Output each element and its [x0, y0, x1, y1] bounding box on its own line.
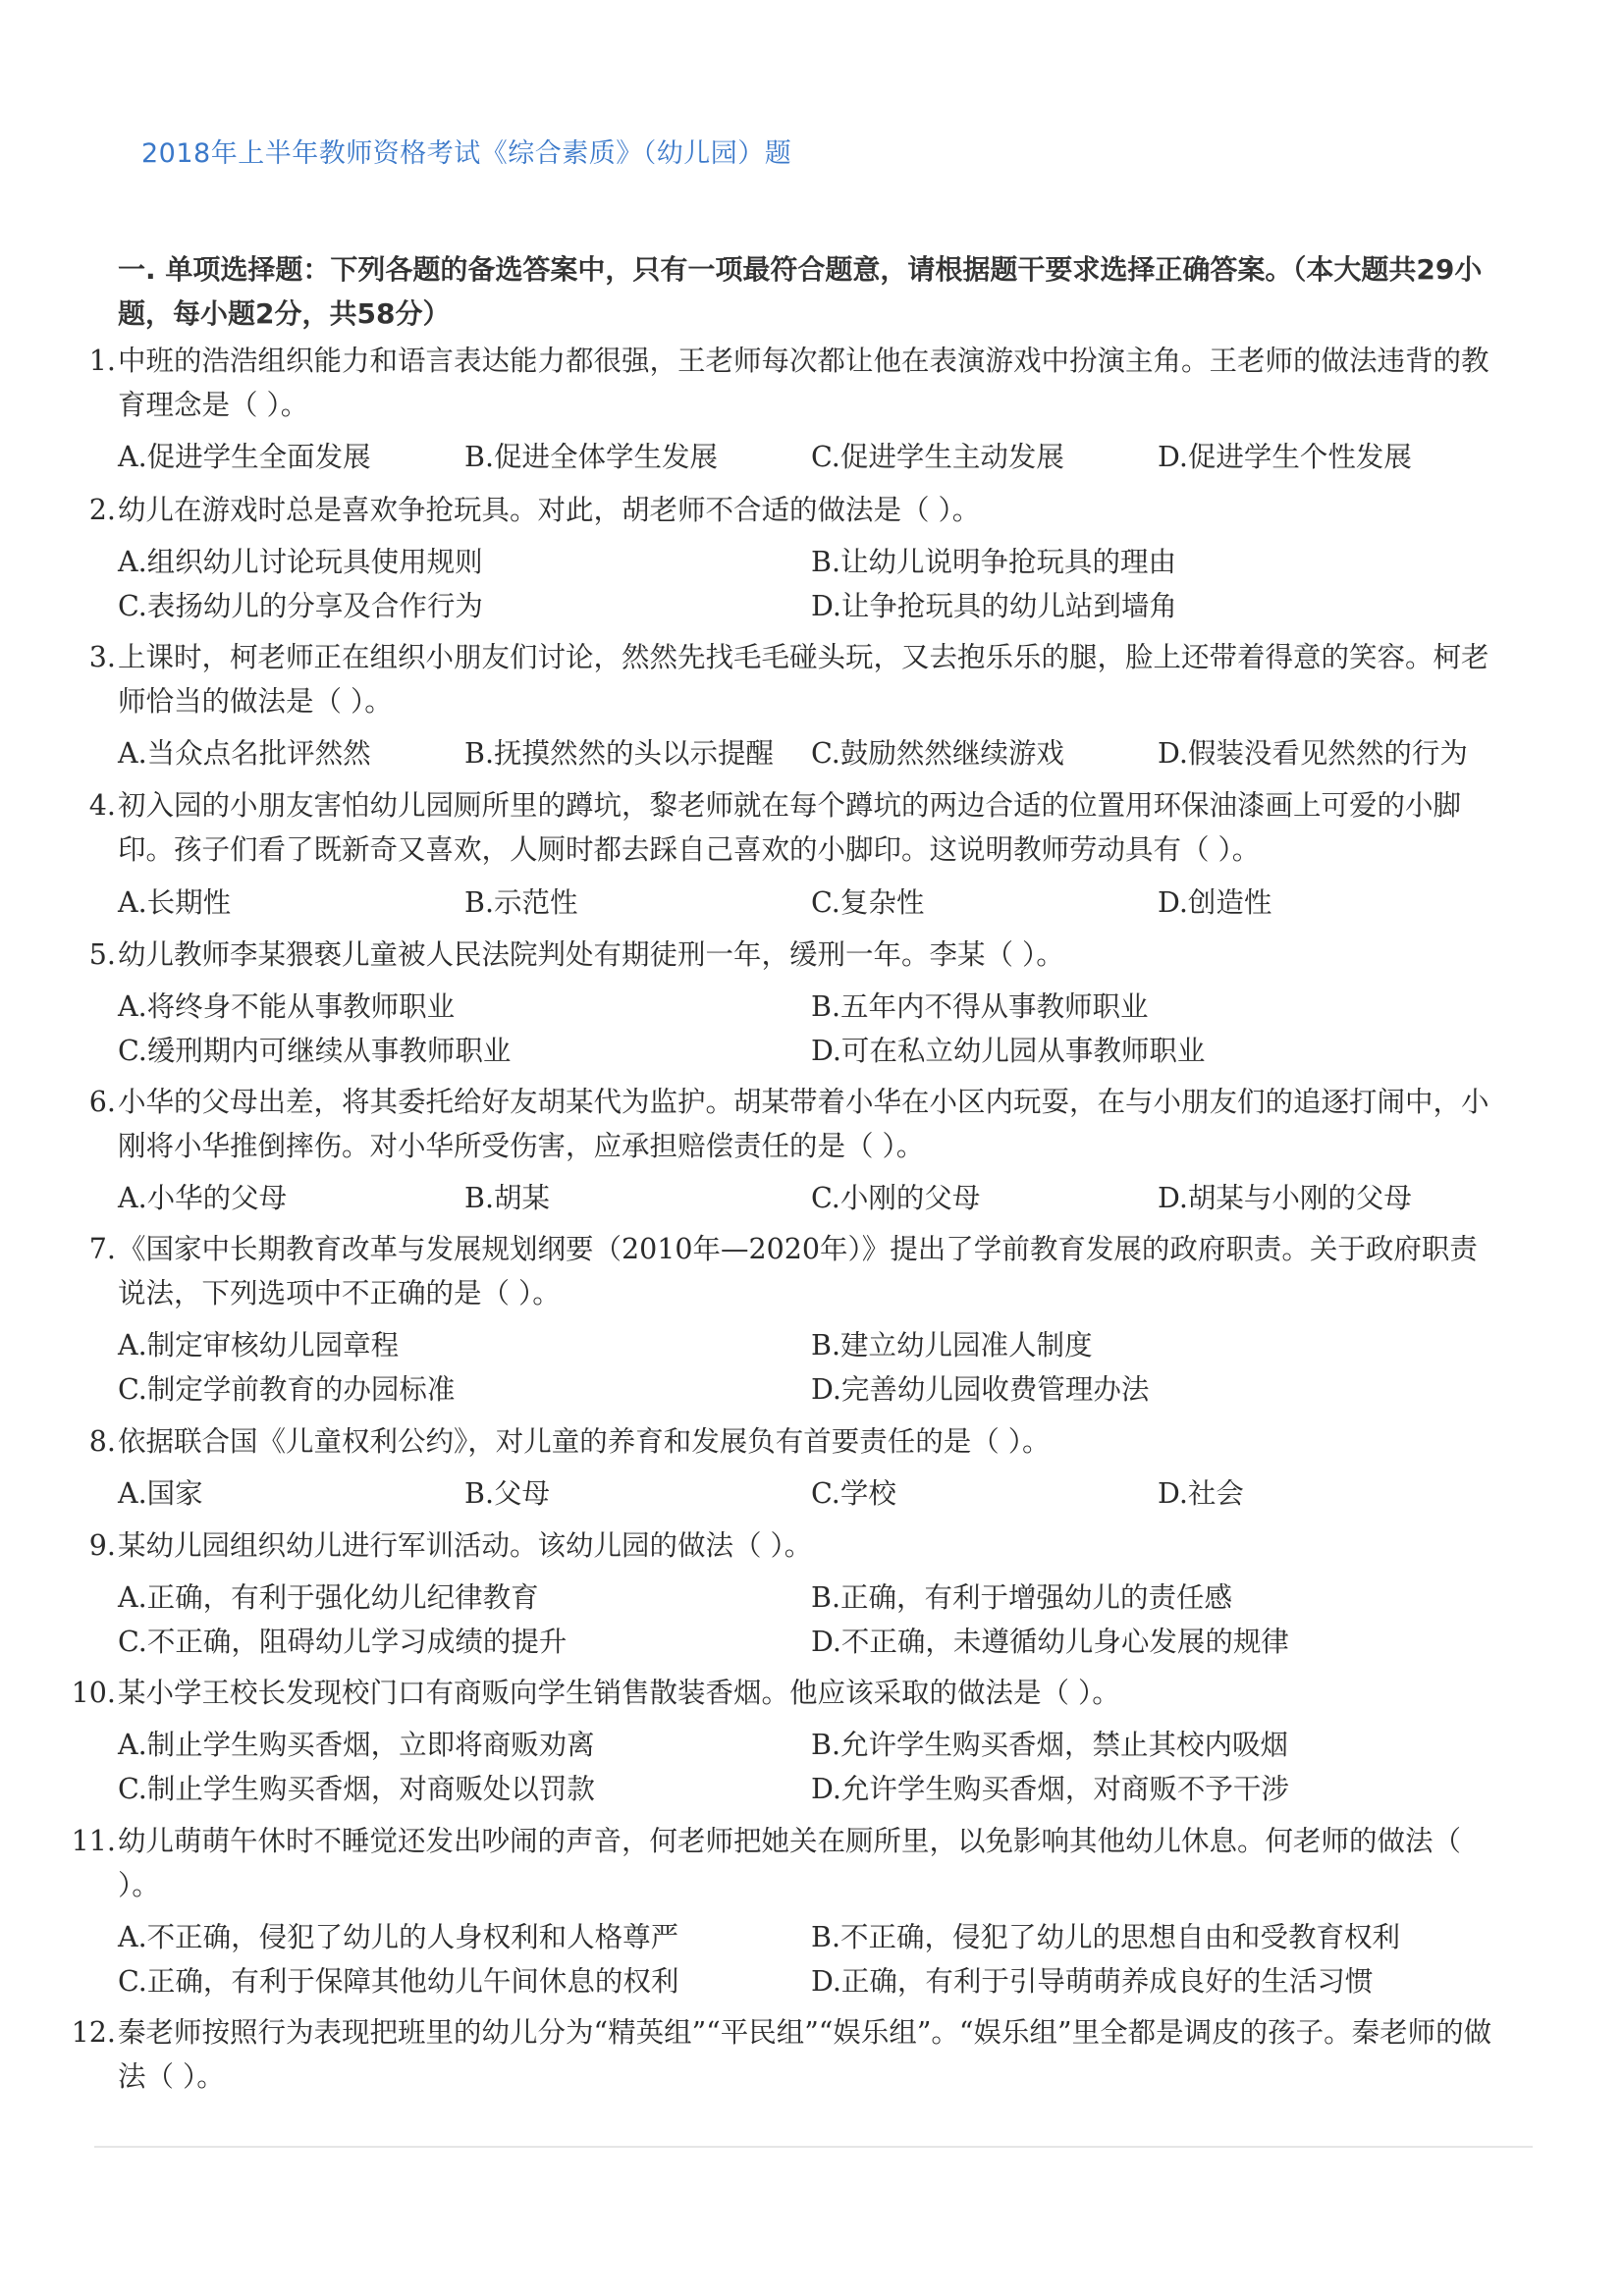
question-8 — [88, 1419, 1502, 1464]
option-a: A.小华的父母 — [118, 1182, 288, 1214]
question-stem: 上课时，柯老师正在组织小朋友们讨论，然然先找毛毛碰头玩，又去抱乐乐的腿，脸上还带着得意的笑容。柯老师恰当的做法是（ ）。 — [118, 641, 1489, 718]
option-d: D.假装没看见然然的行为 — [1158, 737, 1468, 770]
option-b: B.让幼儿说明争抢玩具的理由 — [811, 546, 1177, 578]
question-number: 5. — [88, 938, 116, 971]
question-4 — [88, 783, 1502, 872]
section-heading: 一. 单项选择题：下列各题的备选答案中，只有一项最符合题意，请根据题干要求选择正确答案。（本大题共29小题，每小题2分，共58分） — [118, 253, 1483, 330]
question-stem: 中班的浩浩组织能力和语言表达能力都很强，王老师每次都让他在表演游戏中扮演主角。王老师的做法违背的教育理念是（ ）。 — [118, 345, 1489, 421]
option-a: A.国家 — [118, 1477, 203, 1510]
question-number: 4. — [88, 789, 116, 822]
question-number: 3. — [88, 641, 116, 673]
option-d: D.正确，有利于引导萌萌养成良好的生活习惯 — [811, 1965, 1374, 1998]
option-b: B.不正确，侵犯了幼儿的思想自由和受教育权利 — [811, 1921, 1401, 1953]
question-2 — [88, 488, 1502, 532]
question-stem: 《国家中长期教育改革与发展规划纲要（2010年—2020年）》提出了学前教育发展的政府职责。关于政府职责说法，下列选项中不正确的是（ ）。 — [118, 1233, 1478, 1309]
question-1 — [88, 339, 1502, 427]
option-b: B.五年内不得从事教师职业 — [811, 990, 1149, 1023]
option-a: A.当众点名批评然然 — [118, 737, 371, 770]
question-9 — [88, 1523, 1502, 1568]
option-c: C.不正确，阻碍幼儿学习成绩的提升 — [118, 1626, 568, 1658]
option-a: A.制止学生购买香烟，立即将商贩劝离 — [118, 1729, 595, 1761]
question-number: 1. — [88, 345, 116, 377]
option-b: B.胡某 — [464, 1182, 551, 1214]
question-5 — [88, 933, 1502, 977]
question-number: 7. — [88, 1233, 116, 1265]
option-d: D.胡某与小刚的父母 — [1158, 1182, 1412, 1214]
option-d: D.完善幼儿园收费管理办法 — [811, 1373, 1150, 1406]
option-a: A.将终身不能从事教师职业 — [118, 990, 456, 1023]
question-10 — [71, 1671, 1502, 1715]
option-d: D.让争抢玩具的幼儿站到墙角 — [811, 590, 1177, 622]
question-12 — [71, 2010, 1502, 2099]
option-b: B.建立幼儿园准人制度 — [811, 1329, 1093, 1362]
option-b: B.父母 — [464, 1477, 551, 1510]
question-stem: 幼儿萌萌午休时不睡觉还发出吵闹的声音，何老师把她关在厕所里，以免影响其他幼儿休息。何老师的做法（ ）。 — [118, 1825, 1462, 1901]
option-d: D.促进学生个性发展 — [1158, 441, 1412, 473]
option-a: A.组织幼儿讨论玩具使用规则 — [118, 546, 483, 578]
option-d: D.创造性 — [1158, 886, 1272, 919]
option-b: B.促进全体学生发展 — [464, 441, 719, 473]
option-c: C.制止学生购买香烟，对商贩处以罚款 — [118, 1773, 595, 1805]
option-d: D.不正确，未遵循幼儿身心发展的规律 — [811, 1626, 1289, 1658]
document-title: 2018年上半年教师资格考试《综合素质》（幼儿园）题 — [141, 138, 792, 169]
option-c: C.小刚的父母 — [811, 1182, 981, 1214]
option-c: C.制定学前教育的办园标准 — [118, 1373, 456, 1406]
question-number: 12. — [71, 2016, 116, 2049]
question-stem: 幼儿教师李某猥亵儿童被人民法院判处有期徒刑一年，缓刑一年。李某（ ）。 — [118, 938, 1064, 971]
question-number: 9. — [88, 1529, 116, 1562]
question-stem: 幼儿在游戏时总是喜欢争抢玩具。对此，胡老师不合适的做法是（ ）。 — [118, 494, 981, 526]
option-c: C.复杂性 — [811, 886, 925, 919]
option-a: A.长期性 — [118, 886, 232, 919]
question-stem: 小华的父母出差，将其委托给好友胡某代为监护。胡某带着小华在小区内玩耍，在与小朋友们的追逐打闹中，小刚将小华推倒摔伤。对小华所受伤害，应承担赔偿责任的是（ ）。 — [118, 1086, 1489, 1162]
option-c: C.正确，有利于保障其他幼儿午间休息的权利 — [118, 1965, 679, 1998]
option-a: A.正确，有利于强化幼儿纪律教育 — [118, 1581, 539, 1614]
option-c: C.表扬幼儿的分享及合作行为 — [118, 590, 483, 622]
question-number: 8. — [88, 1425, 116, 1458]
question-3 — [88, 635, 1502, 723]
question-stem: 某幼儿园组织幼儿进行军训活动。该幼儿园的做法（ ）。 — [118, 1529, 813, 1562]
option-b: B.正确，有利于增强幼儿的责任感 — [811, 1581, 1233, 1614]
page-divider — [94, 2146, 1533, 2148]
option-b: B.抚摸然然的头以示提醒 — [464, 737, 775, 770]
question-number: 10. — [71, 1677, 116, 1709]
option-c: C.促进学生主动发展 — [811, 441, 1064, 473]
option-b: B.示范性 — [464, 886, 578, 919]
question-stem: 初入园的小朋友害怕幼儿园厕所里的蹲坑，黎老师就在每个蹲坑的两边合适的位置用环保油漆画上可爱的小脚印。孩子们看了既新奇又喜欢，人厕时都去踩自己喜欢的小脚印。这说明教师劳动具有（ ）。 — [118, 789, 1462, 866]
option-a: A.制定审核幼儿园章程 — [118, 1329, 400, 1362]
option-b: B.允许学生购买香烟，禁止其校内吸烟 — [811, 1729, 1289, 1761]
question-stem: 依据联合国《儿童权利公约》，对儿童的养育和发展负有首要责任的是（ ）。 — [118, 1425, 1051, 1458]
question-stem: 某小学王校长发现校门口有商贩向学生销售散装香烟。他应该采取的做法是（ ）。 — [118, 1677, 1120, 1709]
option-c: C.缓刑期内可继续从事教师职业 — [118, 1035, 512, 1067]
question-number: 11. — [71, 1825, 116, 1857]
option-a: A.不正确，侵犯了幼儿的人身权利和人格尊严 — [118, 1921, 679, 1953]
question-11 — [71, 1819, 1502, 1907]
question-6 — [88, 1080, 1502, 1168]
question-stem: 秦老师按照行为表现把班里的幼儿分为“精英组”“平民组”“娱乐组”。“娱乐组”里全都是调皮的孩子。秦老师的做法（ ）。 — [118, 2016, 1492, 2093]
option-a: A.促进学生全面发展 — [118, 441, 371, 473]
question-number: 6. — [88, 1086, 116, 1118]
option-d: D.允许学生购买香烟，对商贩不予干涉 — [811, 1773, 1289, 1805]
option-d: D.社会 — [1158, 1477, 1244, 1510]
question-7 — [88, 1227, 1502, 1315]
option-c: C.学校 — [811, 1477, 896, 1510]
question-number: 2. — [88, 494, 116, 526]
option-c: C.鼓励然然继续游戏 — [811, 737, 1064, 770]
option-d: D.可在私立幼儿园从事教师职业 — [811, 1035, 1206, 1067]
